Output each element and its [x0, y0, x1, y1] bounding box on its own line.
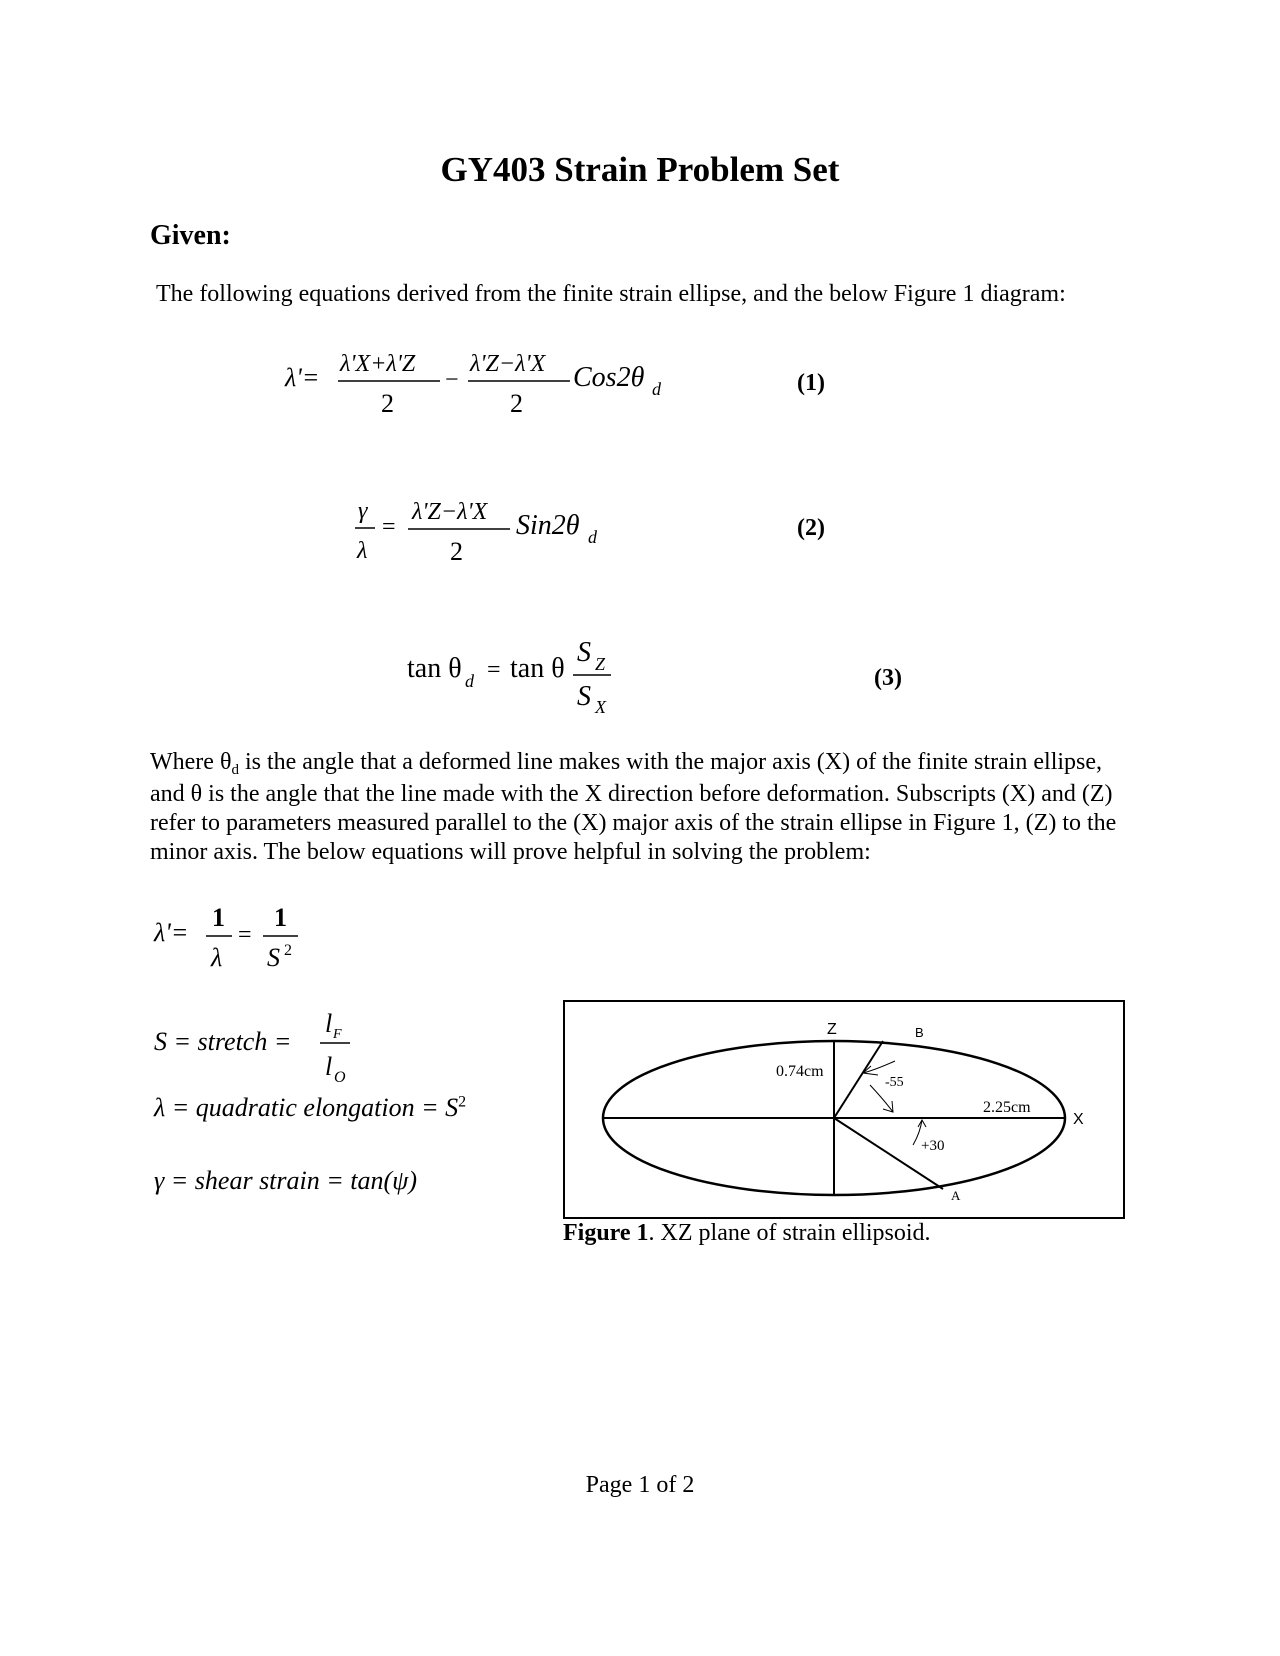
eq1-number: (1): [797, 370, 825, 396]
helper-stretch-num: l: [325, 1009, 333, 1038]
helper-lp-num1: 1: [212, 903, 225, 932]
figure-1: [563, 1000, 1127, 1220]
label-major-axis: 2.25cm: [983, 1099, 1031, 1116]
page-footer: Page 1 of 2: [585, 1472, 695, 1498]
eq2-lhs-num: γ: [358, 498, 368, 524]
equation-1: [270, 340, 710, 420]
eq2-trig-sub: d: [588, 527, 597, 547]
intro-text: The following equations derived from the finite strain ellipse, and the below Figure 1 diagram:: [156, 281, 1066, 307]
eq2-frac-den: 2: [450, 537, 463, 566]
caption-bold: Figure 1: [563, 1220, 649, 1246]
eq3-num-sub: Z: [595, 654, 606, 674]
given-heading: Given:: [150, 220, 231, 251]
helper-lambda-prime: [150, 898, 320, 978]
label-angle-b: -55: [885, 1075, 904, 1090]
helper-quadratic: [154, 1093, 466, 1123]
eq1-frac2-den: 2: [510, 389, 523, 418]
helper-lp-eq: =: [238, 922, 252, 948]
figure-frame: [564, 1001, 1124, 1218]
helper-stretch-den-sub: O: [334, 1069, 346, 1086]
eq1-frac2-num: λ'Z−λ'X: [470, 351, 546, 377]
eq3-den: S: [577, 681, 591, 712]
where-part-1: Where θ: [150, 749, 232, 775]
equation-2: [350, 488, 650, 568]
where-part-2: is the angle that a deformed line makes with the major axis (X) of the finite strain ellipse, and θ is the angle that the line made with the X direction before deformation. Subscripts (X) and (Z) refer to parameters measured parallel to the (X) major axis of the strain ellipse in Figure 1, (Z) to the minor axis. The below equations will prove helpful in solving the problem:: [150, 749, 1117, 865]
page-title: GY403 Strain Problem Set: [440, 150, 840, 189]
helper-lp-num2: 1: [274, 903, 287, 932]
helper-lp-den1: λ: [211, 943, 223, 972]
helper-quadratic-text: λ = quadratic elongation = S: [154, 1093, 459, 1122]
label-b: B: [915, 1025, 924, 1040]
equation-3: [405, 635, 645, 725]
line-b: [834, 1041, 883, 1118]
eq3-number: (3): [874, 665, 902, 691]
eq1-minus: −: [445, 367, 459, 393]
helper-shear: γ = shear strain = tan(ψ): [154, 1166, 417, 1195]
eq3-den-sub: X: [595, 697, 606, 717]
eq1-frac1-den: 2: [381, 389, 394, 418]
eq2-lhs-den: λ: [357, 538, 368, 564]
eq3-lhs-sub: d: [465, 671, 474, 691]
eq2-frac-num: λ'Z−λ'X: [412, 499, 488, 525]
label-a: A: [951, 1188, 961, 1203]
caption-rest: . XZ plane of strain ellipsoid.: [648, 1220, 931, 1246]
helper-lp-den2-sup: 2: [284, 942, 292, 959]
where-sub-d: d: [231, 762, 239, 778]
label-x: X: [1073, 1111, 1084, 1128]
helper-stretch: [150, 1005, 380, 1090]
eq2-eq: =: [382, 514, 396, 540]
helper-stretch-num-sub: F: [333, 1027, 342, 1042]
label-angle-a: +30: [921, 1138, 945, 1154]
helper-lp-lhs: λ'=: [154, 918, 189, 947]
label-z: Z: [827, 1021, 837, 1038]
eq3-eq: =: [487, 657, 501, 683]
eq2-trig: Sin2θ: [516, 510, 580, 541]
label-minor-axis: 0.74cm: [776, 1063, 824, 1080]
figure-caption: [563, 1220, 931, 1247]
helper-lp-den2: S: [267, 943, 280, 972]
eq3-lhs: tan θ: [407, 653, 462, 684]
eq3-rhs: tan θ: [510, 653, 565, 684]
eq2-number: (2): [797, 515, 825, 541]
eq3-num: S: [577, 637, 591, 668]
eq1-trig: Cos2θ: [573, 362, 645, 393]
eq1-frac1-num: λ'X+λ'Z: [340, 351, 416, 377]
eq1-trig-sub: d: [652, 379, 661, 399]
eq1-lhs: λ'=: [285, 363, 320, 392]
helper-quadratic-sup: 2: [458, 1093, 467, 1111]
helper-stretch-den: l: [325, 1052, 333, 1081]
helper-stretch-lhs: S = stretch =: [154, 1027, 292, 1056]
where-paragraph: [150, 748, 1140, 867]
